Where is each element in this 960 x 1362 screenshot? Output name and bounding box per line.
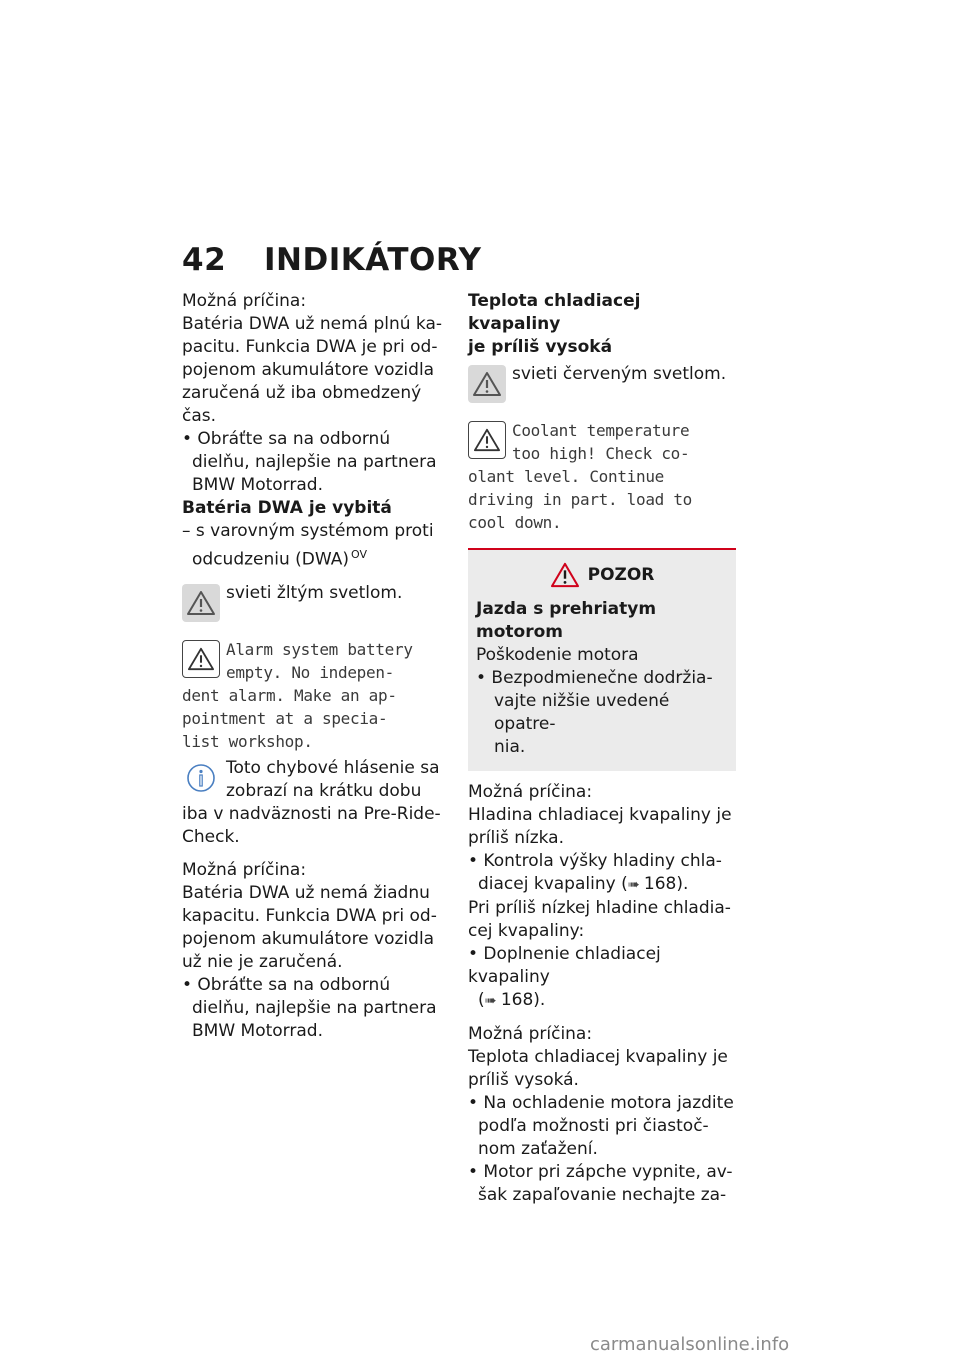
warning-triangle-icon: [468, 421, 506, 459]
indicator-text: svieti červeným svetlom.: [512, 364, 727, 384]
cause-line: zaručená už iba obmedzený: [182, 383, 422, 403]
display-message: [468, 419, 736, 534]
cause-line: príliš vysoká.: [468, 1070, 579, 1090]
bullet-item-cont: (➠ 168).: [478, 990, 546, 1010]
warning-box: [468, 548, 736, 771]
cause-line: Hladina chladiacej kvapaliny je: [468, 805, 732, 825]
dash-item: – s varovným systémom proti: [182, 521, 434, 541]
message-line: pointment at a specia-: [182, 708, 388, 728]
cause-line: Teplota chladiacej kvapaliny je: [468, 1047, 728, 1067]
cause-line: pacitu. Funkcia DWA je pri od-: [182, 337, 438, 357]
info-line: Toto chybové hlásenie sa: [226, 757, 440, 778]
bullet-item-cont: dielňu, najlepšie na partnera: [192, 997, 437, 1018]
display-message: [182, 638, 448, 753]
page-reference-link[interactable]: 168).: [500, 990, 546, 1010]
message-line: Alarm system battery: [226, 639, 413, 659]
message-line: too high! Check co-: [512, 444, 690, 463]
warning-sub: Poškodenie motora: [476, 645, 639, 665]
ov-superscript: OV: [351, 548, 368, 561]
section-heading: je príliš vysoká: [468, 337, 613, 357]
section-heading: Teplota chladiacej kvapaliny: [468, 291, 641, 334]
cause-label: Možná príčina:: [182, 291, 307, 311]
page-number: 42: [182, 242, 227, 278]
warning-title: POZOR: [476, 562, 728, 588]
bullet-item-cont: BMW Motorrad.: [192, 1020, 323, 1041]
cause-line: príliš nízka.: [468, 828, 564, 848]
bullet-item-cont: dielňu, najlepšie na partnera: [192, 452, 437, 472]
warning-triangle-icon: [182, 640, 220, 678]
warning-heading: Jazda s prehriatym motorom: [476, 599, 657, 642]
cause-line: cej kvapaliny:: [468, 921, 585, 941]
bullet-item: • Obráťte sa na odbornú: [182, 974, 391, 995]
warning-triangle-icon: [182, 584, 220, 622]
info-line: zobrazí na krátku dobu: [226, 780, 422, 801]
message-line: driving in part. load to: [468, 490, 692, 509]
cause-line: už nie je zaručená.: [182, 951, 343, 972]
cause-line: kapacitu. Funkcia DWA pri od-: [182, 905, 437, 926]
indicator-row: [468, 363, 736, 409]
warning-triangle-icon: [468, 365, 506, 403]
warning-triangle-icon: [550, 562, 580, 588]
section-heading: Batéria DWA je vybitá: [182, 498, 392, 518]
cause-label: Možná príčina:: [468, 1024, 593, 1044]
message-line: cool down.: [468, 513, 562, 532]
warning-bullet-cont: vajte nižšie uvedené opatre-: [494, 691, 670, 734]
cause-line: Batéria DWA už nemá plnú ka-: [182, 314, 443, 334]
right-column: [468, 290, 736, 1207]
message-line: list workshop.: [182, 731, 313, 751]
warning-bullet-cont: nia.: [494, 737, 526, 757]
message-line: olant level. Continue: [468, 467, 664, 486]
warning-bullet: • Bezpodmienečne dodržia-: [476, 668, 713, 688]
info-note: [182, 757, 448, 849]
cause-label: Možná príčina:: [182, 859, 307, 880]
bullet-item: • Doplnenie chladiacej kvapaliny: [468, 944, 661, 987]
message-line: Coolant temperature: [512, 421, 690, 440]
arrow-right-icon: ➠: [627, 877, 644, 893]
bullet-item: • Obráťte sa na odbornú: [182, 429, 391, 449]
cause-line: pojenom akumulátore vozidla: [182, 360, 435, 380]
info-line: iba v nadväznosti na Pre-Ride-: [182, 803, 441, 824]
cause-line: čas.: [182, 406, 217, 426]
bullet-item-cont: diacej kvapaliny (➠ 168).: [478, 874, 689, 894]
bullet-item: • Kontrola výšky hladiny chla-: [468, 851, 722, 871]
bullet-item-cont: BMW Motorrad.: [192, 475, 323, 495]
cause-line: Pri príliš nízkej hladine chladia-: [468, 898, 731, 918]
bullet-item-cont: šak zapaľovanie nechajte za-: [478, 1185, 727, 1205]
page-reference-link[interactable]: 168).: [643, 874, 689, 894]
arrow-right-icon: ➠: [484, 993, 501, 1009]
bullet-item: • Na ochladenie motora jazdite: [468, 1093, 734, 1113]
indicator-row: [182, 582, 448, 628]
bullet-item-cont: nom zaťažení.: [478, 1139, 598, 1159]
page-title: INDIKÁTORY: [264, 242, 482, 278]
bullet-item-cont: podľa možnosti pri čiastoč-: [478, 1116, 709, 1136]
page-header: [182, 242, 481, 278]
dash-item-cont: odcudzeniu (DWA) $^{OV}$: [192, 548, 368, 570]
message-line: empty. No indepen-: [226, 662, 394, 682]
watermark: carmanualsonline.info: [590, 1334, 790, 1355]
info-icon: [182, 759, 220, 797]
indicator-text: svieti žltým svetlom.: [226, 582, 403, 603]
cause-line: Batéria DWA už nemá žiadnu: [182, 882, 430, 903]
message-line: dent alarm. Make an ap-: [182, 685, 397, 705]
left-column: [182, 290, 448, 1043]
cause-line: pojenom akumulátore vozidla: [182, 928, 435, 949]
cause-label: Možná príčina:: [468, 782, 593, 802]
info-line: Check.: [182, 826, 240, 847]
bullet-item: • Motor pri zápche vypnite, av-: [468, 1162, 733, 1182]
